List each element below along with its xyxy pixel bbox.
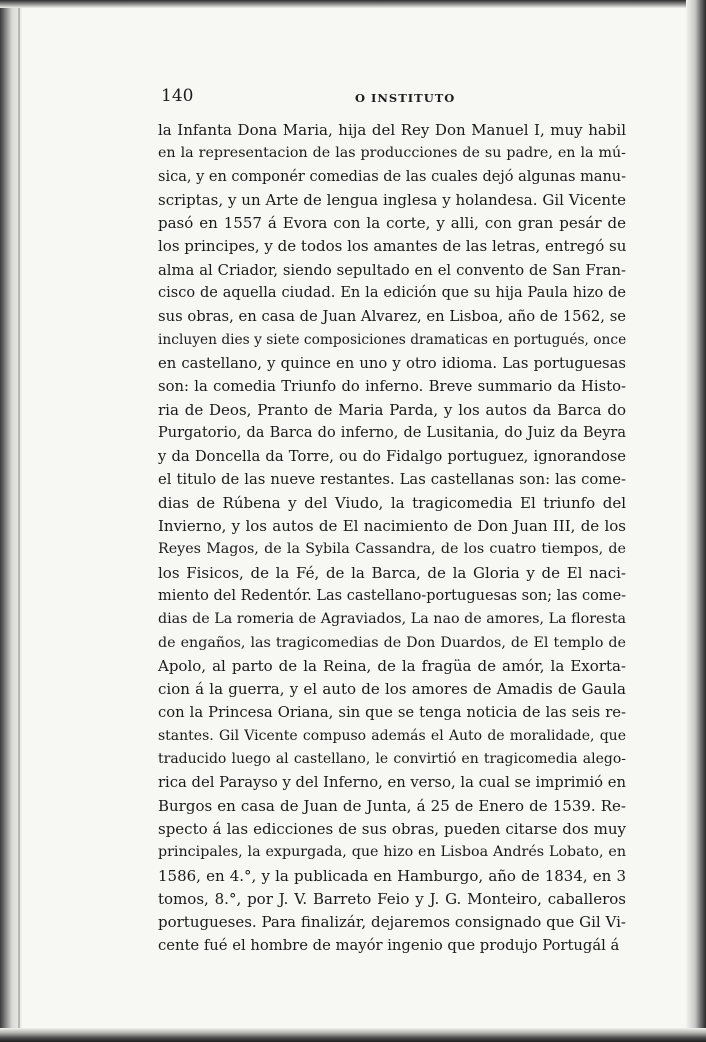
text-line: incluyen dies y siete composiciones dramaticas en portugués, once: [158, 331, 627, 348]
text-line: rica del Parayso y del Inferno, en verso, la cual se imprimió en: [158, 774, 626, 792]
text-line: Reyes Magos, de la Sybila Cassandra, de los cuatro tiempos, de: [158, 541, 626, 558]
text-line: los principes, y de todos los amantes de las letras, entregó su: [158, 237, 627, 256]
text-line: stantes. Gil Vicente compuso además el Auto de moralidade, que: [158, 727, 626, 744]
text-line: tomos, 8.°, por J. V. Barreto Feio y J. G. Monteiro, caballeros: [158, 889, 626, 908]
text-line: portugueses. Para finalizár, dejaremos consignado que Gil Vi-: [158, 913, 626, 932]
text-line: sica, y en componér comedias de las cuales dejó algunas manu-: [158, 168, 627, 185]
text-line: scriptas, y un Arte de lengua inglesa y holandesa. Gil Vicente: [158, 190, 626, 209]
text-line: y da Doncella da Torre, ou do Fidalgo portuguez, ignorandose: [158, 448, 626, 466]
page-number: 140: [161, 86, 194, 106]
text-line: de engaños, las tragicomedias de Don Duardos, de El templo de: [158, 634, 626, 651]
text-line: Invierno, y los autos de El nacimiento de Don Juan III, de los: [158, 517, 626, 536]
page-edge-shadow-bottom: [0, 1028, 706, 1042]
text-line: los Fisicos, de la Fé, de la Barca, de la Gloria y de El naci-: [158, 563, 626, 582]
page-edge-shadow-right: [686, 0, 706, 1042]
text-line: son: la comedia Triunfo do inferno. Breve summario da Histo-: [158, 378, 626, 396]
text-line: miento del Redentór. Las castellano-portuguesas son; las come-: [158, 587, 627, 604]
text-line: dias de Rúbena y del Viudo, la tragicomedia El triunfo del: [158, 493, 626, 512]
text-line: en castellano, y quince en uno y otro idioma. Las portuguesas: [158, 354, 626, 372]
page-gutter-line: [18, 0, 20, 1042]
text-line: alma al Criador, siendo sepultado en el convento de San Fran-: [158, 261, 626, 279]
text-line: pasó en 1557 á Evora con la corte, y alli, con gran pesár de: [158, 214, 626, 233]
text-line: Purgatorio, da Barca do inferno, de Lusitania, do Juiz da Beyra: [158, 424, 626, 441]
text-line: ria de Deos, Pranto de Maria Parda, y los autos da Barca do: [158, 400, 626, 419]
text-line: con la Princesa Oriana, sin que se tenga noticia de las seis re-: [158, 704, 626, 722]
body-text: [158, 119, 626, 958]
text-line: Apolo, al parto de la Reina, de la fragüa de amór, la Exorta-: [158, 656, 626, 675]
text-line: dias de La romeria de Agraviados, La nao de amores, La floresta: [158, 611, 626, 628]
text-line: 1586, en 4.°, y la publicada en Hamburgo, año de 1834, en 3: [158, 866, 626, 885]
text-line: la Infanta Dona Maria, hija del Rey Don Manuel I, muy habil: [158, 121, 626, 139]
running-title: O INSTITUTO: [355, 91, 456, 105]
text-line: principales, la expurgada, que hizo en Lisboa Andrés Lobato, en: [158, 844, 626, 861]
page-edge-shadow-top: [0, 0, 706, 8]
text-line: sus obras, en casa de Juan Alvarez, en Lisboa, año de 1562, se: [158, 308, 626, 326]
text-line: el titulo de las nueve restantes. Las castellanas son: las come-: [158, 471, 626, 489]
text-line: en la representacion de las producciones de su padre, en la mú-: [158, 145, 626, 162]
text-line: cente fué el hombre de mayór ingenio que produjo Portugál á: [158, 937, 620, 955]
text-line: specto á las edicciones de sus obras, pueden citarse dos muy: [158, 819, 626, 838]
text-line: traducido luego al castellano, le convirtió en tragicomedia alego-: [158, 751, 626, 768]
text-line: cion á la guerra, y el auto de los amores de Amadis de Gaula: [158, 680, 626, 699]
text-line: Burgos en casa de Juan de Junta, á 25 de Enero de 1539. Re-: [158, 796, 626, 815]
running-header: [0, 86, 706, 110]
text-line: cisco de aquella ciudad. En la edición que su hija Paula hizo de: [158, 285, 626, 302]
